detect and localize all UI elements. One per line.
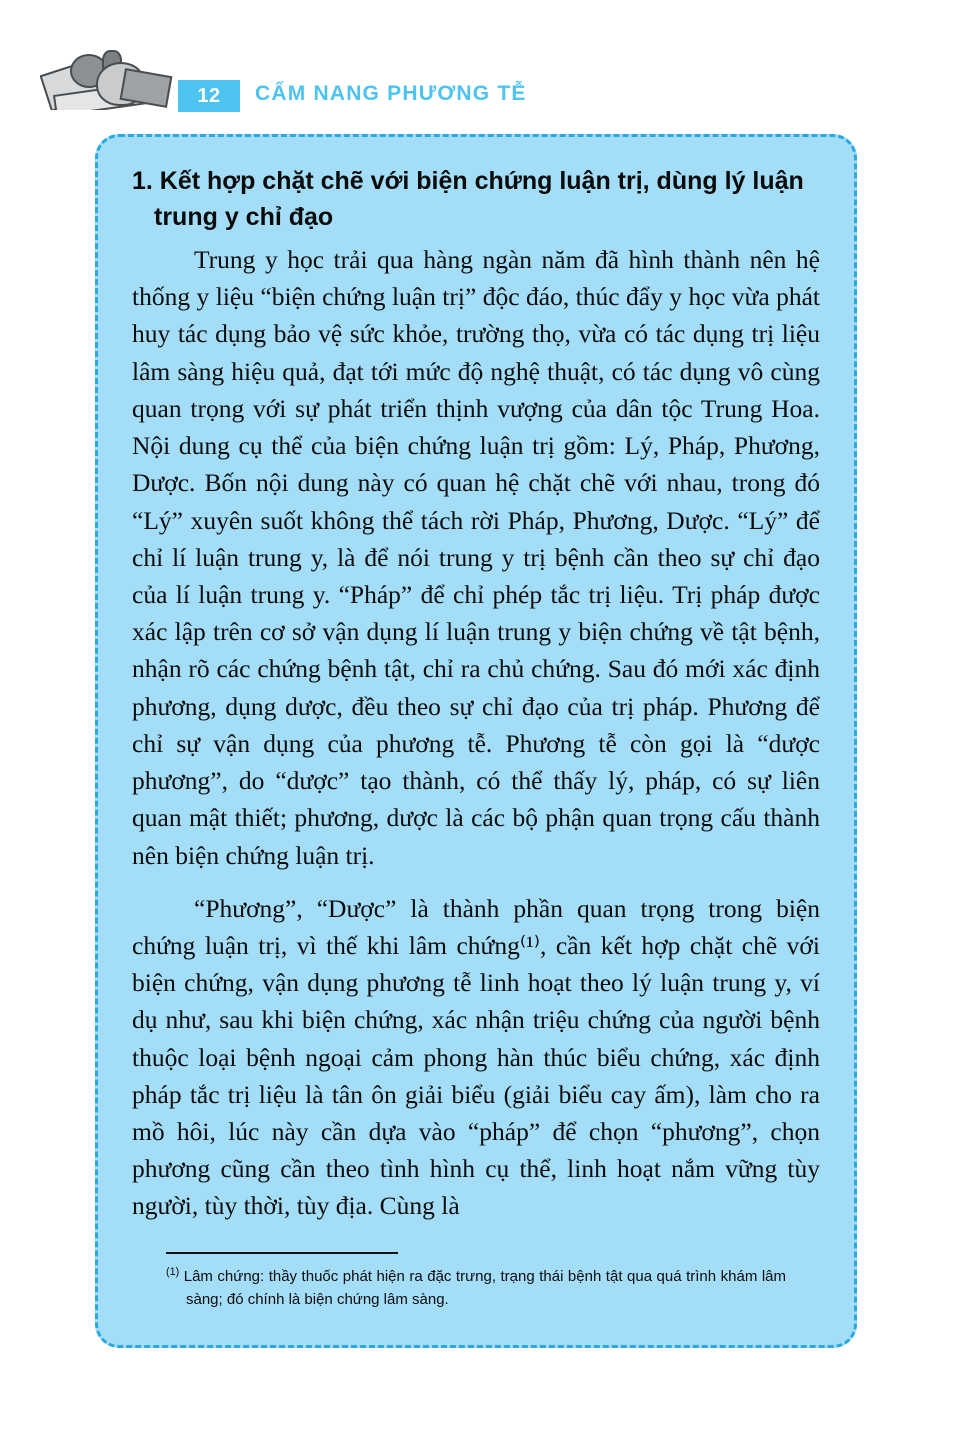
footnote-divider <box>166 1252 398 1254</box>
body-paragraph <box>132 241 820 874</box>
section-title: 1. Kết hợp chặt chẽ với biện chứng luận trị, dùng lý luận trung y chỉ đạo <box>132 167 804 231</box>
footnote <box>166 1264 786 1311</box>
footnote-marker: (1) <box>166 1266 180 1278</box>
page-header <box>40 48 917 118</box>
body-paragraph <box>132 890 820 1225</box>
content-panel <box>95 134 857 1348</box>
page-number-badge <box>178 80 240 112</box>
footnote-text: Lâm chứng: thầy thuốc phát hiện ra đặc trưng, trạng thái bệnh tật qua quá trình khám lâm sàng; đó chính là biện chứng lâm sàng. <box>183 1268 787 1308</box>
book-and-herbs-ornament-icon <box>40 48 175 110</box>
paragraph-text-1: Trung y học trải qua hàng ngàn năm đã hình thành nên hệ thống y liệu “biện chứng luận trị” độc đáo, thúc đẩy y học vừa phát huy tác dụng bảo vệ sức khỏe, trường thọ, vừa có tác dụng trị liệu lâm sàng hiệu quả, đạt tới mức độ nghệ thuật, có tác dụng vô cùng quan trọng với sự phát triển thịnh vượng của dân tộc Trung Hoa. Nội dung cụ thể của biện chứng luận trị gồm: Lý, Pháp, Phương, Dược. Bốn nội dung này có quan hệ chặt chẽ với nhau, trong đó “Lý” xuyên suốt không thể tách rời Pháp, Phương, Dược. “Lý” để chỉ lí luận trung y, là để nói trung y trị bệnh cần theo sự chỉ đạo của lí luận trung y. “Pháp” để chỉ phép tắc trị liệu. Trị pháp được xác lập trên cơ sở vận dụng lí luận trung y biện chứng về tật bệnh, nhận rõ các chứng bệnh tật, chỉ ra chủ chứng. Sau đó mới xác định phương, dụng dược, đều theo sự chỉ đạo của trị pháp. Phương để chỉ sự vận dụng của phương tễ. Phương tễ còn gọi là “dược phương”, do “dược” tạo thành, có thể thấy lý, pháp, có sự liên quan mật thiết; phương, dược là các bộ phận quan trọng cấu thành nên biện chứng luận trị. <box>132 245 820 870</box>
paragraph-text-2: “Phương”, “Dược” là thành phần quan trọng trong biện chứng luận trị, vì thế khi lâm chứng⁽¹⁾, cần kết hợp chặt chẽ với biện chứng, vận dụng phương tễ linh hoạt theo lý luận trung y, ví dụ như, sau khi biện chứng, xác nhận triệu chứng của người bệnh thuộc loại bệnh ngoại cảm phong hàn thúc biểu chứng, xác định pháp tắc trị liệu là tân ôn giải biểu (giải biểu cay ấm), làm cho ra mồ hôi, lúc này cần dựa vào “pháp” để chọn “phương”, chọn phương cũng cần theo tình hình cụ thể, linh hoạt nắm vững tùy người, tùy thời, tùy địa. Cùng là <box>132 893 820 1221</box>
page-number: 12 <box>197 84 221 107</box>
running-head-title: CẨM NANG PHƯƠNG TỄ <box>255 82 527 105</box>
footnote-block <box>166 1252 786 1311</box>
